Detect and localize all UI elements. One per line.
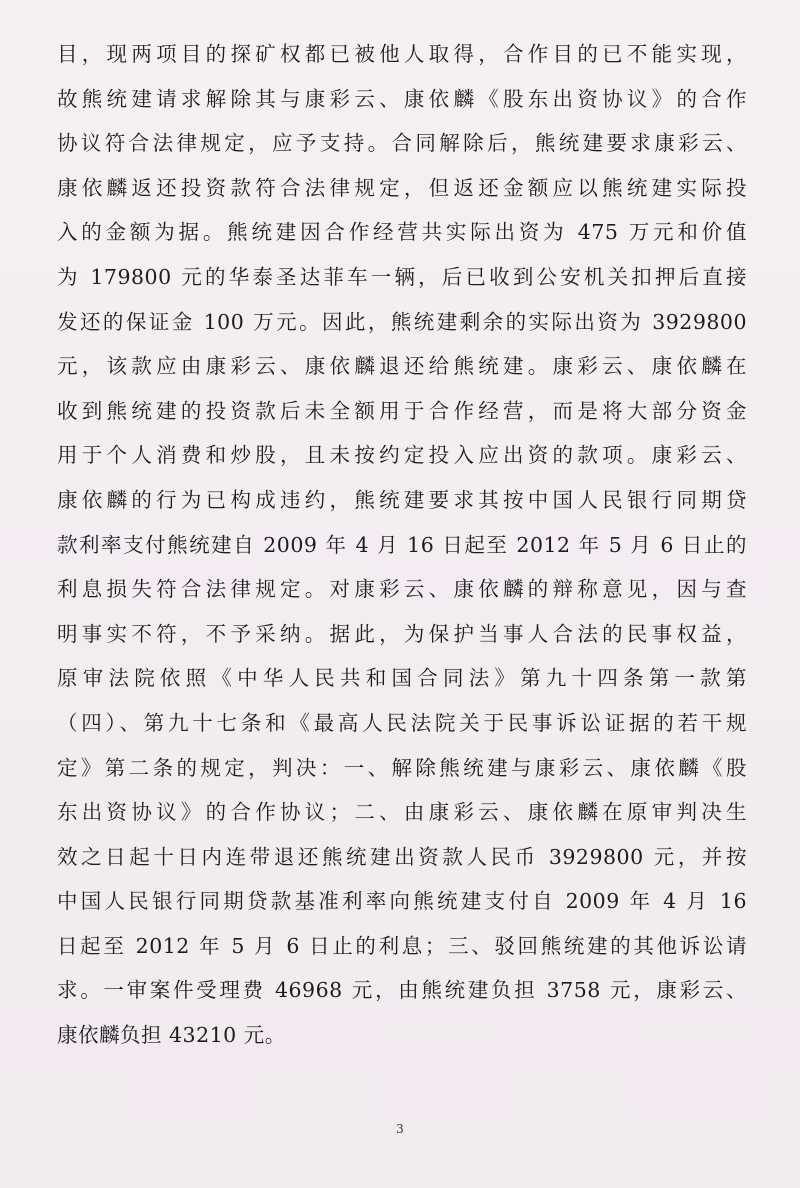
text-line: 元，该款应由康彩云、康依麟退还给熊统建。康彩云、康依麟在	[57, 354, 747, 379]
text-line: 入的金额为据。熊统建因合作经营共实际出资为 475 万元和价值	[57, 220, 747, 245]
text-line: 康依麟负担 43210 元。	[57, 1023, 286, 1048]
text-line: 发还的保证金 100 万元。因此，熊统建剩余的实际出资为 3929800	[57, 309, 747, 334]
text-line: 康依麟的行为已构成违约，熊统建要求其按中国人民银行同期贷	[57, 487, 747, 512]
text-line: 定》第二条的规定，判决：一、解除熊统建与康彩云、康依麟《股	[57, 755, 747, 780]
text-line: 故熊统建请求解除其与康彩云、康依麟《股东出资协议》的合作	[57, 86, 747, 111]
text-line: 款利率支付熊统建自 2009 年 4 月 16 日起至 2012 年 5 月 6 日止的	[57, 532, 747, 557]
text-line: 效之日起十日内连带退还熊统建出资款人民币 3929800 元，并按	[57, 844, 747, 869]
text-line: 利息损失符合法律规定。对康彩云、康依麟的辩称意见，因与查	[57, 577, 747, 602]
text-line: 中国人民银行同期贷款基准利率向熊统建支付自 2009 年 4 月 16	[57, 889, 747, 914]
text-line: 原审法院依照《中华人民共和国合同法》第九十四条第一款第	[57, 666, 747, 691]
text-line: 日起至 2012 年 5 月 6 日止的利息；三、驳回熊统建的其他诉讼请	[57, 933, 747, 958]
text-line: 东出资协议》的合作协议；二、由康彩云、康依麟在原审判决生	[57, 800, 747, 825]
text-line: 用于个人消费和炒股，且未按约定投入应出资的款项。康彩云、	[57, 443, 747, 468]
text-line: 康依麟返还投资款符合法律规定，但返还金额应以熊统建实际投	[57, 175, 747, 200]
text-line: 为 179800 元的华泰圣达菲车一辆，后已收到公安机关扣押后直接	[57, 264, 747, 289]
text-line: 目，现两项目的探矿权都已被他人取得，合作目的已不能实现，	[57, 42, 747, 66]
text-line: （四）、第九十七条和《最高人民法院关于民事诉讼证据的若干规	[57, 710, 747, 735]
text-line: 协议符合法律规定，应予支持。合同解除后，熊统建要求康彩云、	[57, 131, 747, 156]
text-line: 收到熊统建的投资款后未全额用于合作经营，而是将大部分资金	[57, 398, 747, 423]
text-line: 明事实不符，不予采纳。据此，为保护当事人合法的民事权益，	[57, 621, 747, 646]
text-line: 求。一审案件受理费 46968 元，由熊统建负担 3758 元，康彩云、	[57, 978, 747, 1003]
body-text	[57, 32, 747, 1058]
page-number: 3	[396, 1122, 404, 1136]
